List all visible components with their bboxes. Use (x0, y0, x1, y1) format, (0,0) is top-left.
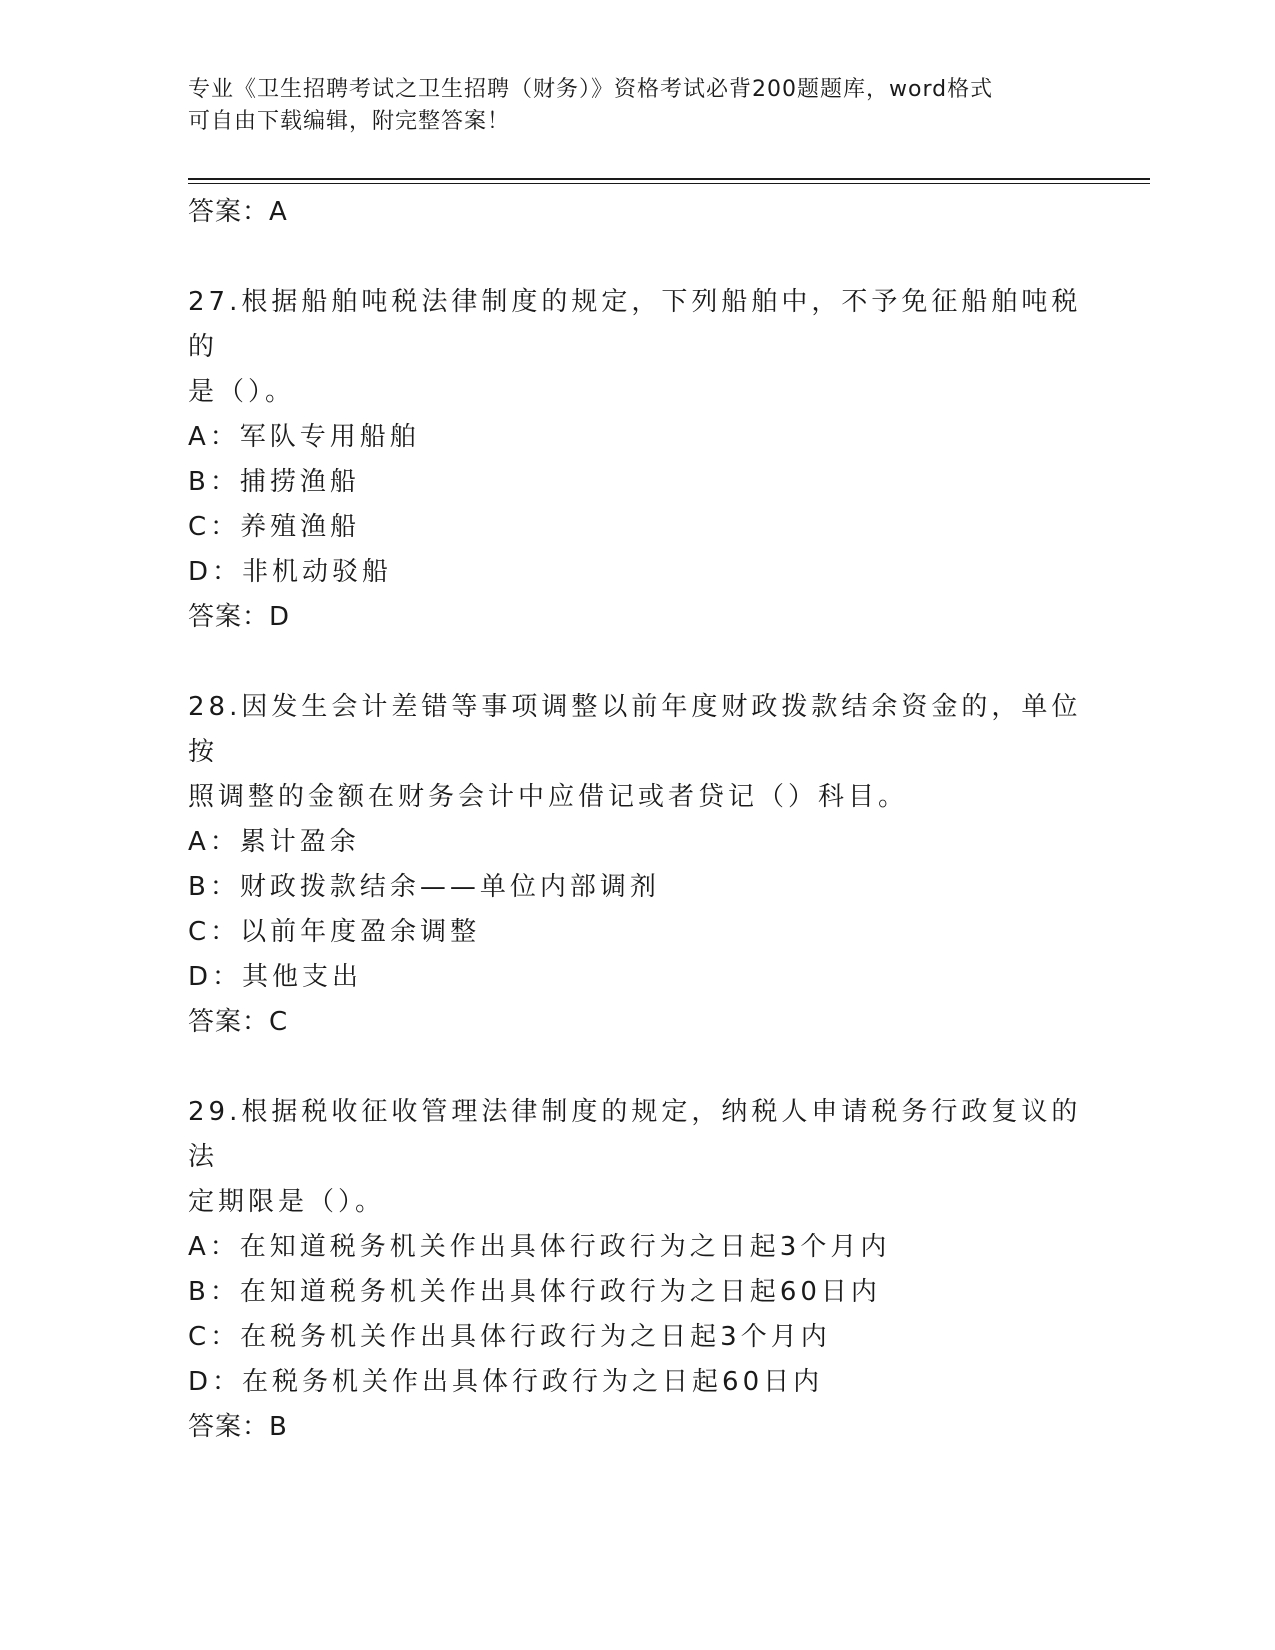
option-c: C：养殖渔船 (188, 512, 361, 542)
answer-label: 答案：C (188, 1007, 289, 1037)
option-d: D：在税务机关作出具体行政行为之日起60日内 (188, 1367, 824, 1397)
option-a: A：累计盈余 (188, 827, 360, 857)
option-a: A：军队专用船舶 (188, 422, 420, 452)
question-list (188, 190, 1088, 1449)
question-text-line: 28.因发生会计差错等事项调整以前年度财政拨款结余资金的，单位按 (188, 692, 1082, 767)
header-line-1: 专业《卫生招聘考试之卫生招聘（财务）》资格考试必背200题题库，word格式 (188, 77, 994, 102)
answer-label: 答案：D (188, 602, 291, 632)
option-b: B：在知道税务机关作出具体行政行为之日起60日内 (188, 1277, 881, 1307)
question-28 (188, 685, 1088, 1044)
option-a: A：在知道税务机关作出具体行政行为之日起3个月内 (188, 1232, 891, 1262)
header-divider-thin (188, 183, 1150, 184)
option-c: C：以前年度盈余调整 (188, 917, 481, 947)
question-text-line: 定期限是（）。 (188, 1187, 386, 1217)
answer-label: 答案：A (188, 197, 288, 227)
option-b: B：财政拨款结余——单位内部调剂 (188, 872, 660, 902)
question-text-line: 照调整的金额在财务会计中应借记或者贷记（）科目。 (188, 782, 909, 812)
question-27 (188, 280, 1088, 639)
option-c: C：在税务机关作出具体行政行为之日起3个月内 (188, 1322, 831, 1352)
header-line-2: 可自由下载编辑，附完整答案！ (188, 109, 511, 134)
document-header (188, 74, 1068, 138)
answer-label: 答案：B (188, 1412, 288, 1442)
question-text-line: 27.根据船舶吨税法律制度的规定，下列船舶中，不予免征船舶吨税的 (188, 287, 1082, 362)
question-text-line: 29.根据税收征收管理法律制度的规定，纳税人申请税务行政复议的法 (188, 1097, 1082, 1172)
option-b: B：捕捞渔船 (188, 467, 360, 497)
header-divider-thick (188, 178, 1150, 180)
question-text-line: 是（）。 (188, 377, 296, 407)
option-d: D：其他支出 (188, 962, 363, 992)
option-d: D：非机动驳船 (188, 557, 393, 587)
question-29 (188, 1090, 1088, 1449)
